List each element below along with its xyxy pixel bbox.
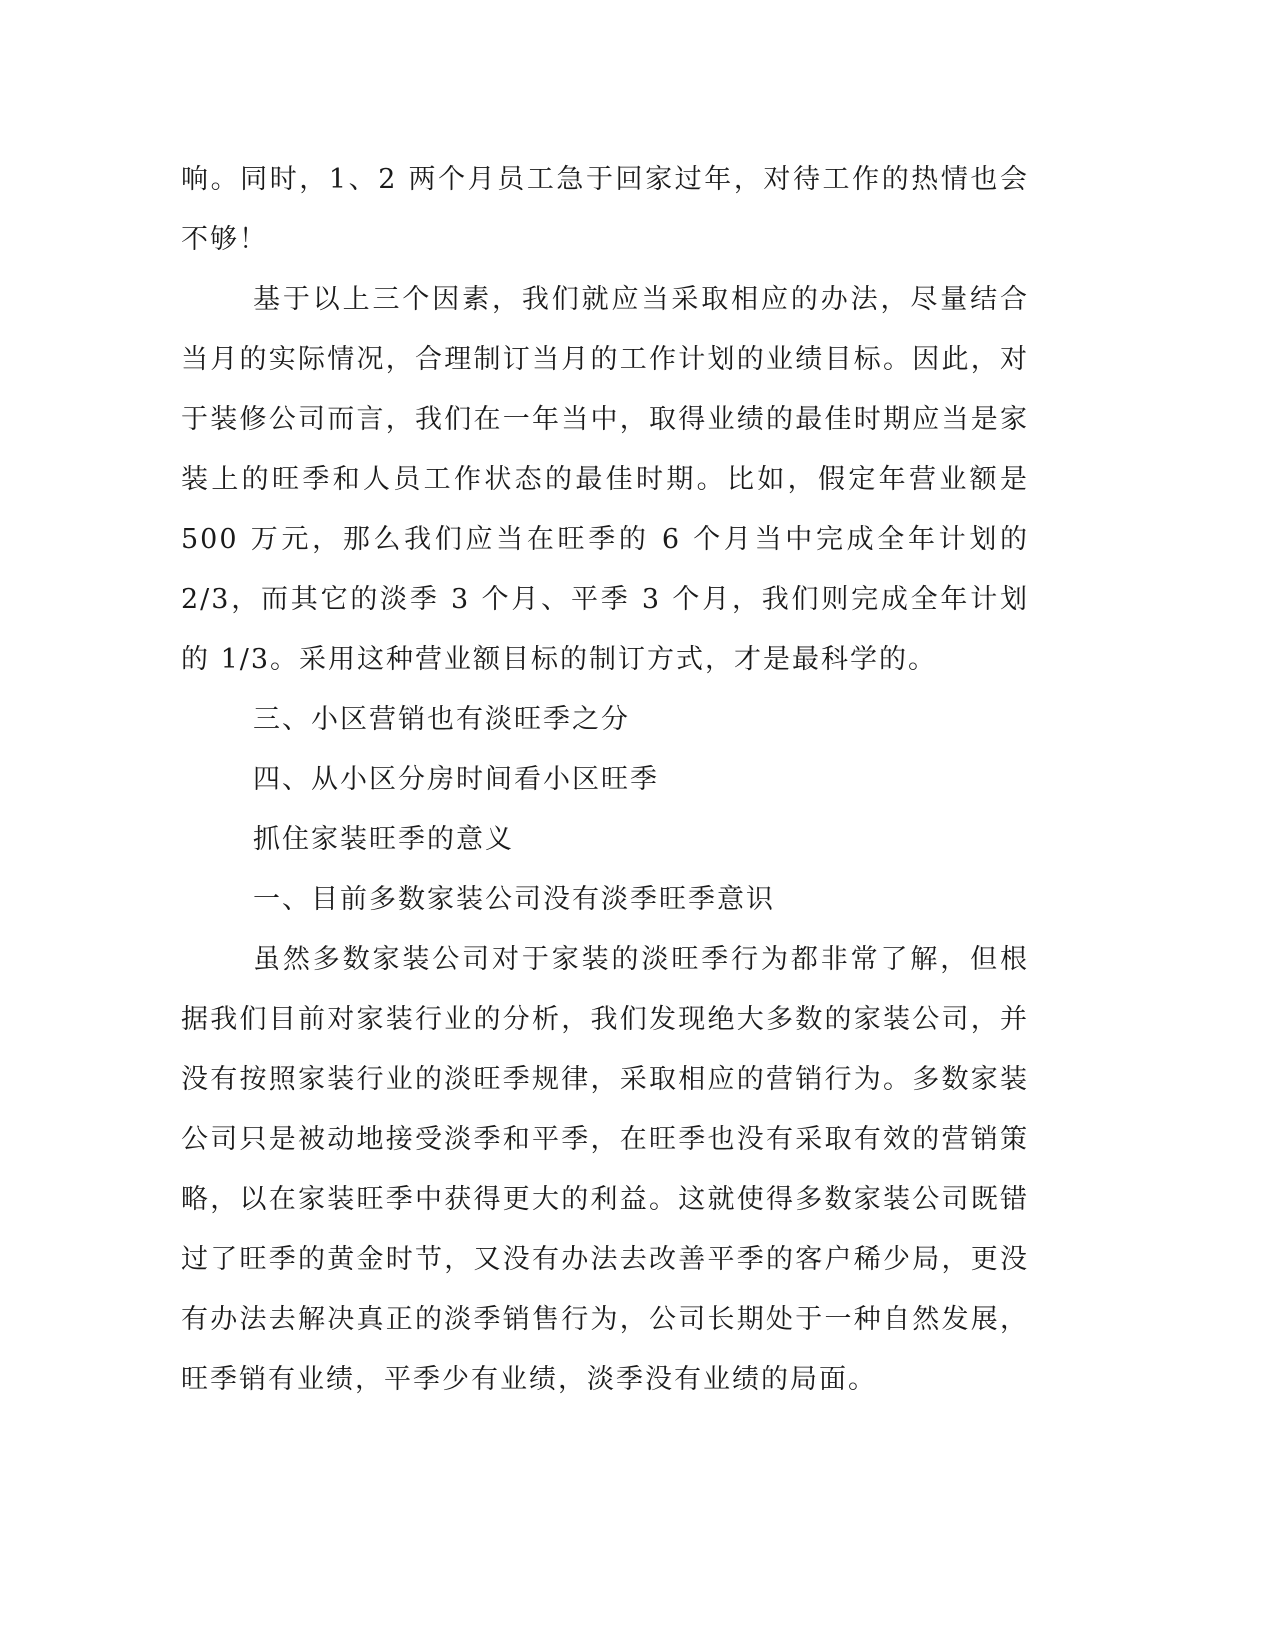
heading-housing-allocation: 四、从小区分房时间看小区旺季 [253, 764, 659, 795]
paragraph-factors: 基于以上三个因素，我们就应当采取相应的办法，尽量结合当月的实际情况，合理制订当月的工作计划的业绩目标。因此，对于装修公司而言，我们在一年当中，取得业绩的最佳时期应当是家装上的旺季和人员工作状态的最佳时期。比如，假定年营业额是 500 万元，那么我们应当在旺季的 6 个月当中完成全年计划的 2/3，而其它的淡季 3 个月、平季 3 个月，我们则完成全年计划的 1/3。采用这种营业额目标的制订方式，才是最科学的。 [181, 284, 1029, 675]
heading-significance: 抓住家装旺季的意义 [253, 824, 514, 855]
paragraph-analysis: 虽然多数家装公司对于家装的淡旺季行为都非常了解，但根据我们目前对家装行业的分析，我们发现绝大多数的家装公司，并没有按照家装行业的淡旺季规律，采取相应的营销行为。多数家装公司只是被动地接受淡季和平季，在旺季也没有采取有效的营销策略，以在家装旺季中获得更大的利益。这就使得多数家装公司既错过了旺季的黄金时节，又没有办法去改善平季的客户稀少局，更没有办法去解决真正的淡季销售行为，公司长期处于一种自然发展，旺季销有业绩，平季少有业绩，淡季没有业绩的局面。 [181, 944, 1029, 1395]
heading-community-marketing: 三、小区营销也有淡旺季之分 [253, 704, 630, 735]
document-body [181, 150, 1029, 1410]
paragraph-continuation: 响。同时，1、2 两个月员工急于回家过年，对待工作的热情也会不够！ [181, 164, 1029, 255]
heading-no-awareness: 一、目前多数家装公司没有淡季旺季意识 [253, 884, 775, 915]
